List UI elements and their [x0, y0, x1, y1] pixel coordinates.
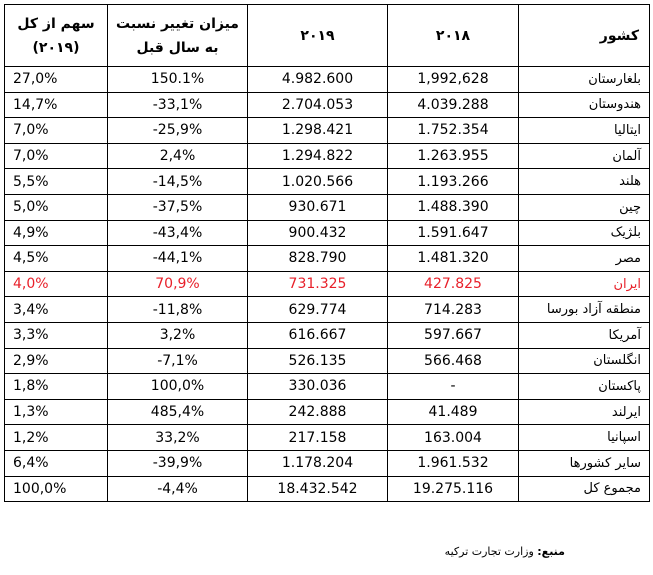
cell-country: بلغارستان: [519, 67, 650, 93]
cell-2018: 1.591.647: [388, 220, 519, 246]
cell-change: 100,0%: [108, 374, 248, 400]
cell-share: 1,8%: [5, 374, 108, 400]
cell-change: 33,2%: [108, 425, 248, 451]
cell-change: 485,4%: [108, 399, 248, 425]
cell-2018: 19.275.116: [388, 476, 519, 502]
cell-2019: 217.158: [248, 425, 388, 451]
cell-2018: 1.961.532: [388, 450, 519, 476]
cell-country: بلژیک: [519, 220, 650, 246]
cell-change: 150.1%: [108, 67, 248, 93]
cell-2019: 242.888: [248, 399, 388, 425]
cell-change: 2,4%: [108, 143, 248, 169]
cell-country: آلمان: [519, 143, 650, 169]
cell-country: منطقه آزاد بورسا: [519, 297, 650, 323]
cell-country: سایر کشورها: [519, 450, 650, 476]
cell-2018: 427.825: [388, 271, 519, 297]
cell-share: 1,3%: [5, 399, 108, 425]
cell-change: -39,9%: [108, 450, 248, 476]
cell-2018: -: [388, 374, 519, 400]
table-row: [5, 399, 650, 425]
cell-2018: 1.263.955: [388, 143, 519, 169]
table-row: [5, 169, 650, 195]
export-table: [4, 4, 650, 502]
cell-share: 6,4%: [5, 450, 108, 476]
cell-share: 1,2%: [5, 425, 108, 451]
cell-country: آمریکا: [519, 322, 650, 348]
cell-country: انگلستان: [519, 348, 650, 374]
cell-country: هندوستان: [519, 92, 650, 118]
table-row: [5, 450, 650, 476]
table-body: [5, 67, 650, 502]
cell-share: 27,0%: [5, 67, 108, 93]
cell-country: مجموع کل: [519, 476, 650, 502]
cell-2019: 1.298.421: [248, 118, 388, 144]
cell-2018: 1.193.266: [388, 169, 519, 195]
cell-change: -25,9%: [108, 118, 248, 144]
cell-change: -7,1%: [108, 348, 248, 374]
cell-2019: 4.982.600: [248, 67, 388, 93]
cell-2019: 330.036: [248, 374, 388, 400]
cell-2018: 163.004: [388, 425, 519, 451]
table-row: [5, 118, 650, 144]
cell-2018: 4.039.288: [388, 92, 519, 118]
cell-change: -11,8%: [108, 297, 248, 323]
cell-country: اسپانیا: [519, 425, 650, 451]
header-change: [108, 5, 248, 67]
cell-country: ایتالیا: [519, 118, 650, 144]
header-2018: ۲۰۱۸: [388, 5, 519, 67]
table-row: [5, 322, 650, 348]
header-share-line2: (۲۰۱۹): [32, 39, 80, 56]
cell-share: 3,4%: [5, 297, 108, 323]
cell-share: 7,0%: [5, 143, 108, 169]
table-row: [5, 271, 650, 297]
source-text: وزارت تجارت ترکیه: [444, 545, 534, 558]
cell-share: 4,5%: [5, 246, 108, 272]
header-change-line1: میزان تغییر نسبت: [116, 15, 239, 32]
cell-change: 70,9%: [108, 271, 248, 297]
table-container: [4, 4, 649, 502]
header-2019: ۲۰۱۹: [248, 5, 388, 67]
cell-share: 5,0%: [5, 194, 108, 220]
cell-2019: 1.020.566: [248, 169, 388, 195]
cell-2019: 731.325: [248, 271, 388, 297]
cell-share: 2,9%: [5, 348, 108, 374]
table-row: [5, 220, 650, 246]
table-row: [5, 143, 650, 169]
cell-country: چین: [519, 194, 650, 220]
table-row: [5, 194, 650, 220]
cell-change: 3,2%: [108, 322, 248, 348]
cell-share: 3,3%: [5, 322, 108, 348]
table-row: [5, 374, 650, 400]
source-label: منبع:: [537, 545, 565, 558]
cell-change: -14,5%: [108, 169, 248, 195]
cell-country: ایرلند: [519, 399, 650, 425]
cell-share: 5,5%: [5, 169, 108, 195]
table-row: [5, 246, 650, 272]
cell-share: 4,0%: [5, 271, 108, 297]
cell-share: 4,9%: [5, 220, 108, 246]
cell-change: -33,1%: [108, 92, 248, 118]
cell-2019: 828.790: [248, 246, 388, 272]
cell-2019: 526.135: [248, 348, 388, 374]
header-share: [5, 5, 108, 67]
cell-2018: 566.468: [388, 348, 519, 374]
source-note: [445, 545, 565, 558]
cell-2018: 714.283: [388, 297, 519, 323]
cell-2019: 18.432.542: [248, 476, 388, 502]
cell-2019: 629.774: [248, 297, 388, 323]
cell-change: -44,1%: [108, 246, 248, 272]
table-row: [5, 297, 650, 323]
table-row: [5, 92, 650, 118]
header-share-line1: سهم از کل: [17, 15, 95, 32]
table-row: [5, 348, 650, 374]
table-row: [5, 67, 650, 93]
cell-2019: 616.667: [248, 322, 388, 348]
cell-2018: 597.667: [388, 322, 519, 348]
cell-change: -37,5%: [108, 194, 248, 220]
cell-2018: 1.752.354: [388, 118, 519, 144]
cell-2019: 2.704.053: [248, 92, 388, 118]
cell-change: -43,4%: [108, 220, 248, 246]
cell-2019: 1.294.822: [248, 143, 388, 169]
cell-2018: 41.489: [388, 399, 519, 425]
header-row: [5, 5, 650, 67]
cell-2019: 1.178.204: [248, 450, 388, 476]
cell-share: 7,0%: [5, 118, 108, 144]
table-row: [5, 425, 650, 451]
cell-2019: 900.432: [248, 220, 388, 246]
cell-country: مصر: [519, 246, 650, 272]
cell-country: پاکستان: [519, 374, 650, 400]
cell-2018: 1.481.320: [388, 246, 519, 272]
cell-country: ایران: [519, 271, 650, 297]
cell-share: 100,0%: [5, 476, 108, 502]
cell-2018: 1.488.390: [388, 194, 519, 220]
cell-2019: 930.671: [248, 194, 388, 220]
header-country: کشور: [519, 5, 650, 67]
cell-change: -4,4%: [108, 476, 248, 502]
cell-2018: 1,992,628: [388, 67, 519, 93]
cell-country: هلند: [519, 169, 650, 195]
cell-share: 14,7%: [5, 92, 108, 118]
header-change-line2: به سال قبل: [136, 39, 219, 56]
table-row: [5, 476, 650, 502]
